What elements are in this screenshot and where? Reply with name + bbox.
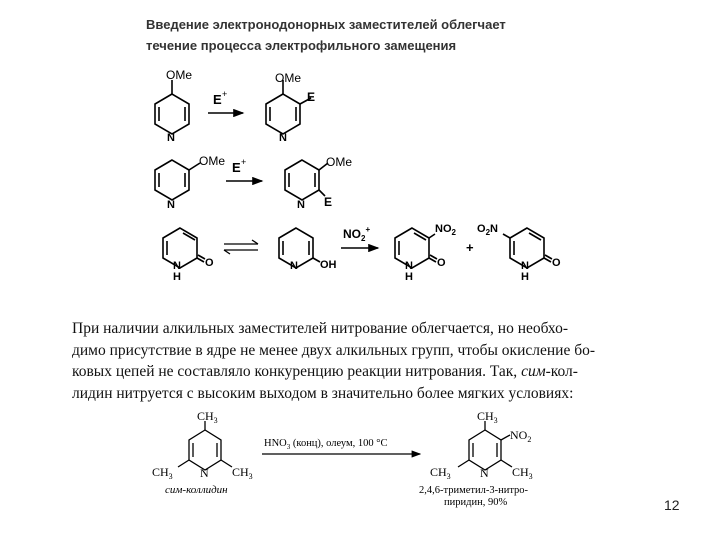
prod1-no2: $NO_2$ (435, 223, 456, 237)
prod-ch3-right: $CH_3$ (512, 465, 533, 481)
row1-start-sub: OMe (166, 68, 193, 82)
pyridone-n: N (173, 260, 181, 272)
row1-reagent-charge: + (222, 89, 228, 99)
row3-plus: + (466, 240, 474, 255)
prod1-h: H (405, 271, 413, 283)
row1-prod-n: N (279, 132, 287, 144)
molecule-3-nitro-2-pyridone (395, 228, 437, 268)
paragraph-text (72, 318, 660, 404)
row2-start-sub: OMe (199, 154, 226, 168)
collidine-name: сим-коллидин (165, 484, 228, 496)
collidine-ch3-right: $CH_3$ (232, 465, 253, 481)
row2-start-n: N (167, 199, 175, 211)
collidine-ch3-top: $CH_3$ (197, 409, 218, 425)
paragraph-line-3: ковых цепей не составляло конкуренцию реакции нитрования. Так, сим-кол- (72, 363, 578, 380)
paragraph-line-4: лидин нитруется с высоким выходом в значительно более мягких условиях: (72, 384, 574, 402)
molecule-4-methoxypyridine (155, 80, 189, 134)
row2-prod-sub: OMe (326, 155, 353, 169)
title-line-2: течение процесса электрофильного замещения (146, 38, 457, 53)
row2-prod-n: N (297, 199, 305, 211)
pyridone-h: H (173, 271, 181, 283)
molecule-2-e-3-methoxypyridine (285, 160, 328, 200)
row1-start-n: N (167, 132, 175, 144)
prod2-o2n: $O_2N$ (477, 223, 498, 237)
molecule-sym-collidine (178, 421, 232, 470)
row2-prod-e: E (324, 195, 333, 209)
molecule-3-methoxypyridine (155, 160, 200, 200)
prod2-h: H (521, 271, 529, 283)
paragraph-line-2: димо присутствие в ядре не менее двух алкильных групп, чтобы окисление бо- (72, 341, 596, 359)
collidine-ch3-left: $CH_3$ (152, 465, 173, 481)
hydroxy-oh: OH (320, 259, 337, 271)
prod-name-line-1: 2,4,6-триметил-3-нитро- (419, 485, 529, 496)
prod-name-line-2: пиридин, 90% (444, 497, 508, 508)
prod-ch3-left: $CH_3$ (430, 465, 451, 481)
prod1-o: O (437, 257, 446, 269)
row1-prod-e: E (307, 90, 316, 104)
row1-prod-sub: OMe (275, 71, 302, 85)
row2-reagent: E (232, 160, 241, 175)
prod-ch3-top: $CH_3$ (477, 409, 498, 425)
prod2-n: N (521, 260, 529, 272)
title-line-1: Введение электронодонорных заместителей облегчает (146, 17, 506, 32)
equilibrium-arrows (224, 240, 258, 254)
pyridone-o: O (205, 257, 214, 269)
row2-reagent-charge: + (241, 157, 247, 167)
molecule-2-hydroxypyridine (279, 228, 320, 268)
prod-no2: $NO_2$ (510, 428, 532, 444)
prod2-o: O (552, 257, 561, 269)
row3-reagent: $NO_2^+$ (343, 225, 371, 243)
paragraph-italic-sym: сим (521, 363, 546, 380)
paragraph-line-1: При наличии алкильных заместителей нитрование облегчается, но необхо- (72, 320, 568, 337)
prod-n: N (480, 466, 489, 480)
page-number: 12 (664, 497, 680, 513)
hydroxy-n: N (290, 260, 298, 272)
collidine-n: N (200, 466, 209, 480)
molecule-trimethyl-nitropyridine (458, 421, 512, 470)
molecule-2-pyridone (163, 228, 205, 268)
molecule-3-e-4-methoxypyridine (266, 80, 311, 134)
row1-reagent: E (213, 92, 222, 107)
prod1-n: N (405, 260, 413, 272)
collidine-conditions: $HNO_3$ (конц), олеум, 100 °С (264, 438, 388, 451)
